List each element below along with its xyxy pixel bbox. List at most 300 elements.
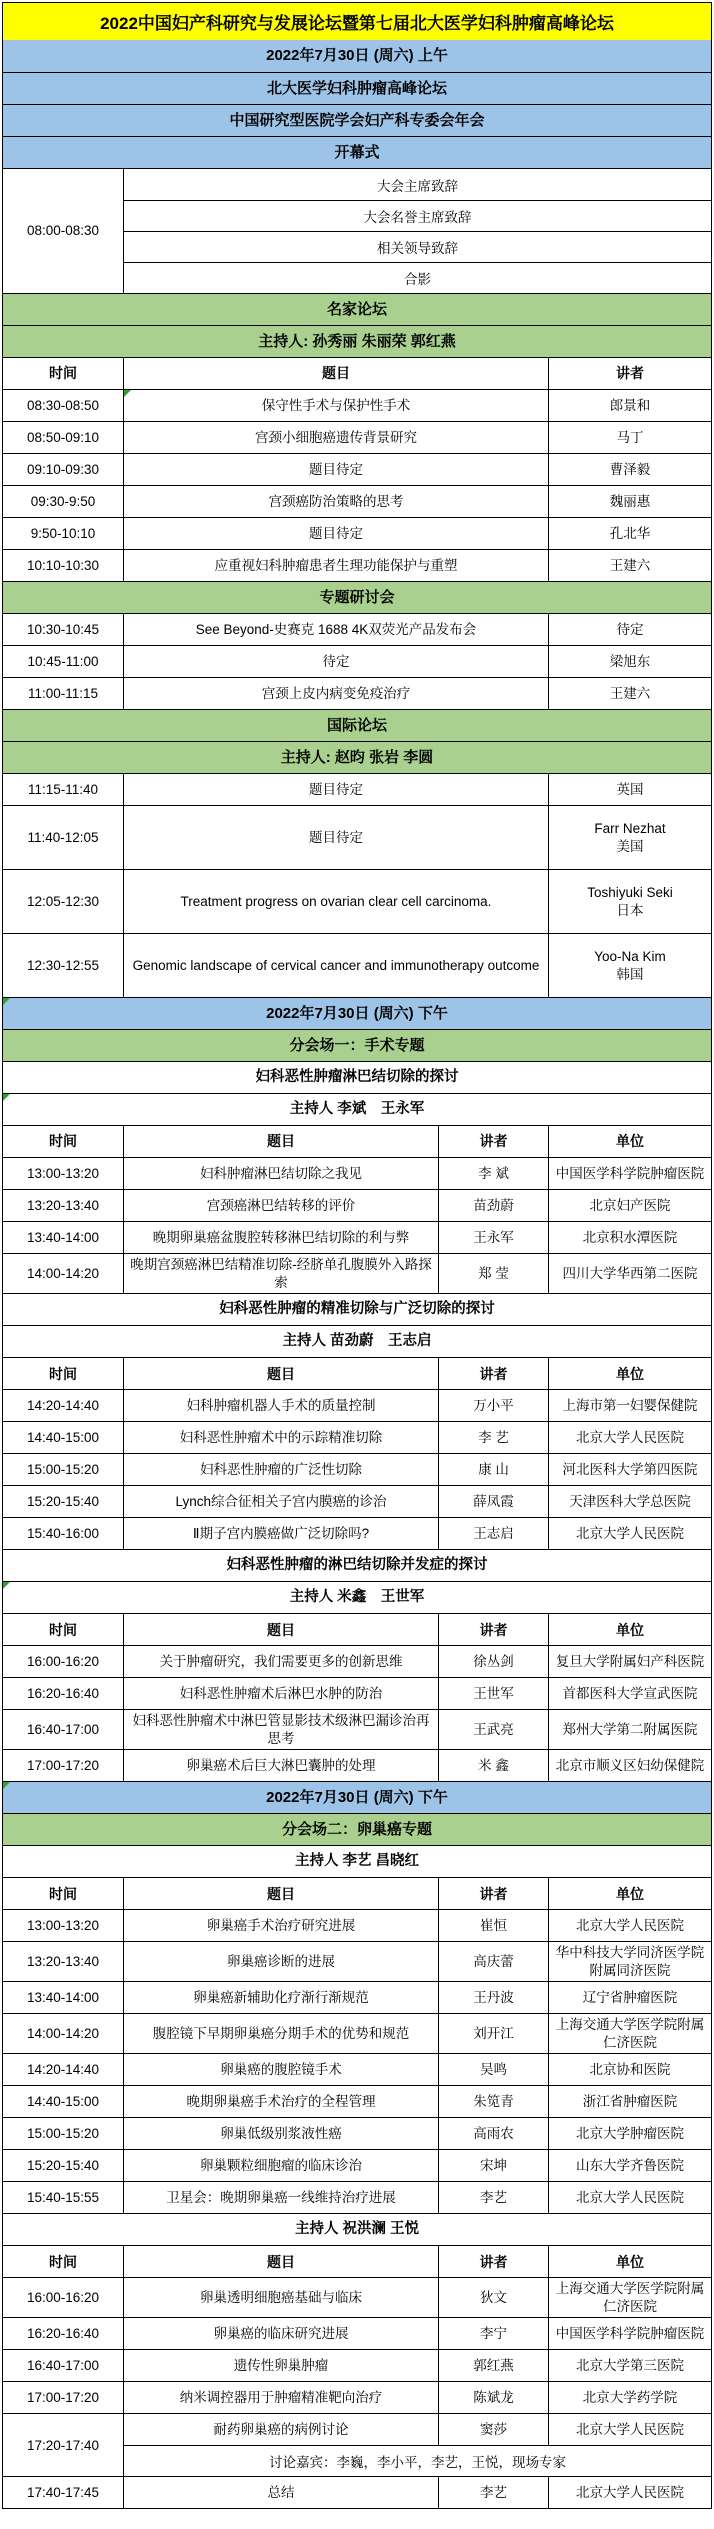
- topic-cell: 妇科肿瘤机器人手术的质量控制: [123, 1390, 438, 1421]
- speaker-name: 李 斌: [478, 1165, 509, 1181]
- org-cell: 北京妇产医院: [548, 1190, 711, 1221]
- row-talk3: [3, 933, 711, 997]
- topic-cell: 宫颈癌防治策略的思考: [123, 486, 548, 517]
- org-cell: 中国医学科学院肿瘤医院: [548, 1158, 711, 1189]
- speaker-name: 王丹波: [473, 1990, 514, 2005]
- row-discuss: [3, 2413, 711, 2476]
- row-talk4: [3, 1517, 711, 1549]
- time-cell: 13:00-13:20: [26, 1165, 100, 1181]
- column-header: 时间: [49, 1885, 77, 1902]
- speaker-cell: 窦莎: [438, 2414, 548, 2445]
- session-banner: 2022年7月30日 (周六) 下午: [3, 1782, 711, 1813]
- row-talk4: [3, 2013, 711, 2053]
- speaker-name: 孔北华: [609, 525, 651, 541]
- speaker-name: 李 艺: [478, 1429, 509, 1445]
- speaker-country: 日本: [616, 902, 644, 918]
- column-header: 题目: [123, 358, 548, 389]
- opening-items: [123, 169, 711, 293]
- subsection-banner: 主持人 祝洪澜 王悦: [294, 2221, 420, 2238]
- forum-banner: 名家论坛: [3, 294, 711, 325]
- row-talk4: [3, 2149, 711, 2181]
- column-header: 时间: [49, 365, 77, 382]
- speaker-cell: [548, 486, 711, 517]
- topic-cell: 卵巢癌手术治疗研究进展: [123, 1910, 438, 1941]
- session-banner: 2022年7月30日 (周六) 上午: [3, 40, 711, 72]
- row-talk4: [3, 1909, 711, 1941]
- row-talk3: [3, 453, 711, 485]
- speaker-cell: [438, 1422, 548, 1453]
- time-cell: 08:00-08:30: [26, 223, 100, 239]
- time-cell: 14:00-14:20: [26, 1265, 100, 1281]
- speaker-cell: [548, 550, 711, 581]
- org-cell: 四川大学华西第二医院: [548, 1254, 711, 1293]
- speaker-cell: [438, 1646, 548, 1677]
- org-cell: 北京大学肿瘤医院: [548, 2118, 711, 2149]
- speaker-name: 郎景和: [609, 397, 651, 413]
- org-cell: 北京市顺义区妇幼保健院: [548, 1750, 711, 1781]
- speaker-cell: [548, 774, 711, 805]
- row-section: [3, 325, 711, 357]
- topic-cell: 腹腔镜下早期卵巢癌分期手术的优势和规范: [123, 2014, 438, 2053]
- topic-cell: 妇科恶性肿瘤术后淋巴水肿的防治: [123, 1678, 438, 1709]
- speaker-cell: [438, 1518, 548, 1549]
- speaker-cell: [438, 1390, 548, 1421]
- time-cell: 09:30-9:50: [30, 493, 96, 509]
- org-cell: 山东大学齐鲁医院: [548, 2150, 711, 2181]
- subsection-banner: 主持人 苗劲蔚 王志启: [282, 1333, 432, 1350]
- time-cell: 11:40-12:05: [27, 829, 99, 845]
- row-section: [3, 709, 711, 741]
- org-cell: 浙江省肿瘤医院: [548, 2086, 711, 2117]
- time-cell: 14:20-14:40: [26, 2062, 100, 2078]
- speaker-name: 宋坤: [480, 2158, 507, 2174]
- speaker-name: 苗劲蔚: [473, 1197, 514, 1213]
- speaker-cell: [438, 1222, 548, 1253]
- speaker-name: 王永军: [473, 1229, 514, 1245]
- time-cell: 16:40-17:00: [26, 1721, 100, 1737]
- row-head4: [3, 1357, 711, 1389]
- speaker-name: 薛凤霞: [473, 1493, 514, 1509]
- speaker-cell: [438, 2086, 548, 2117]
- time-cell: 17:40-17:45: [26, 2485, 100, 2501]
- speaker-cell: [548, 806, 711, 869]
- row-opening: [3, 168, 711, 293]
- row-head4: [3, 2245, 711, 2277]
- subsection-banner: 主持人 米鑫 王世军: [289, 1589, 425, 1606]
- time-cell: 14:40-15:00: [26, 1429, 100, 1445]
- topic-cell: 卫星会：晚期卵巢癌一线维持治疗进展: [123, 2182, 438, 2213]
- time-cell: 15:40-16:00: [26, 1525, 100, 1541]
- time-cell: 13:20-13:40: [26, 1953, 100, 1969]
- column-header: 讲者: [438, 1614, 548, 1645]
- topic-cell: 卵巢癌新辅助化疗渐行渐规范: [123, 1982, 438, 2013]
- time-cell: 9:50-10:10: [30, 525, 96, 541]
- row-head4: [3, 1613, 711, 1645]
- column-header: 时间: [49, 2253, 77, 2270]
- speaker-cell: [438, 2318, 548, 2349]
- speaker-name: 郭红燕: [473, 2358, 514, 2374]
- subsection-banner: 主持人 李艺 昌晓红: [294, 1853, 420, 1870]
- subsection-banner: 妇科恶性肿瘤的精准切除与广泛切除的探讨: [219, 1301, 495, 1318]
- column-header: 题目: [123, 1358, 438, 1389]
- org-cell: 北京大学人民医院: [548, 1422, 711, 1453]
- time-cell: 08:30-08:50: [26, 397, 100, 413]
- row-section: [3, 741, 711, 773]
- topic-cell: 题目待定: [123, 518, 548, 549]
- row-talk4: [3, 1389, 711, 1421]
- speaker-cell: [438, 2382, 548, 2413]
- row-talk4: [3, 1677, 711, 1709]
- opening-item: 大会主席致辞: [377, 178, 458, 194]
- topic-cell: 总结: [123, 2477, 438, 2508]
- column-header: 讲者: [438, 1358, 548, 1389]
- topic-cell: 晚期宫颈癌淋巴结精准切除-经脐单孔腹膜外入路探索: [123, 1254, 438, 1293]
- row-talk4: [3, 2181, 711, 2213]
- speaker-name: Yoo-Na Kim: [594, 948, 666, 964]
- topic-cell: 耐药卵巢癌的病例讨论: [213, 2422, 349, 2438]
- row-talk4: [3, 1253, 711, 1293]
- column-header: 时间: [49, 1621, 77, 1638]
- speaker-name: 陈斌龙: [473, 2390, 514, 2406]
- row-talk3: [3, 773, 711, 805]
- column-header: 时间: [49, 1133, 77, 1150]
- speaker-cell: [438, 1910, 548, 1941]
- time-cell: 16:20-16:40: [26, 2326, 100, 2342]
- row-plainbold: [3, 1061, 711, 1093]
- row-plainbold: [3, 1293, 711, 1325]
- speaker-name: 曹泽毅: [609, 461, 651, 477]
- topic-cell: Ⅱ期子宫内膜癌做广泛切除吗?: [123, 1518, 438, 1549]
- time-cell: 14:20-14:40: [26, 1397, 100, 1413]
- speaker-cell: [438, 2182, 548, 2213]
- column-header: 题目: [123, 1126, 438, 1157]
- row-talk4: [3, 1941, 711, 1981]
- speaker-name: 英国: [616, 781, 644, 797]
- time-cell: 15:20-15:40: [26, 1493, 100, 1509]
- time-cell: 15:40-15:55: [26, 2190, 100, 2206]
- row-talk4: [3, 1709, 711, 1749]
- time-cell: 12:30-12:55: [26, 957, 100, 973]
- speaker-name: 李艺: [480, 2485, 507, 2501]
- forum-banner: 专题研讨会: [3, 582, 711, 613]
- column-header: 讲者: [438, 1126, 548, 1157]
- speaker-name: 王建六: [609, 685, 651, 701]
- session-banner: 2022年7月30日 (周六) 下午: [3, 998, 711, 1029]
- speaker-cell: [548, 518, 711, 549]
- topic-cell: 卵巢癌的临床研究进展: [123, 2318, 438, 2349]
- row-session-flagged: [3, 997, 711, 1029]
- org-cell: 北京大学药学院: [548, 2382, 711, 2413]
- topic-cell: 卵巢低级别浆液性癌: [123, 2118, 438, 2149]
- row-head4: [3, 1125, 711, 1157]
- time-cell: 11:00-11:15: [27, 685, 99, 701]
- time-cell: 09:10-09:30: [26, 461, 100, 477]
- row-talk4: [3, 1157, 711, 1189]
- speaker-cell: [438, 1190, 548, 1221]
- row-section: [3, 1813, 711, 1845]
- forum-banner: 分会场二：卵巢癌专题: [3, 1814, 711, 1845]
- row-talk4: [3, 1645, 711, 1677]
- column-header: 单位: [548, 1126, 711, 1157]
- column-header: 单位: [548, 1614, 711, 1645]
- row-plain-flagged: [3, 1581, 711, 1613]
- speaker-cell: [548, 934, 711, 997]
- row-talk3: [3, 485, 711, 517]
- time-cell: 11:15-11:40: [27, 781, 99, 797]
- speaker-name: 王世军: [473, 1685, 514, 1701]
- row-plain-flagged: [3, 1093, 711, 1125]
- speaker-name: 王武亮: [473, 1721, 514, 1737]
- topic-cell: 关于肿瘤研究，我们需要更多的创新思维: [123, 1646, 438, 1677]
- row-talk3: [3, 389, 711, 421]
- time-cell: 13:00-13:20: [26, 1917, 100, 1933]
- topic-cell: Treatment progress on ovarian clear cell carcinoma.: [123, 870, 548, 933]
- topic-cell: 应重视妇科肿瘤患者生理功能保护与重塑: [123, 550, 548, 581]
- discussion-guests-row: 讨论嘉宾：李巍，李小平，李艺，王悦，现场专家: [124, 2445, 711, 2476]
- speaker-name: 王志启: [473, 1525, 514, 1541]
- row-section: [3, 581, 711, 613]
- time-cell: 14:00-14:20: [26, 2026, 100, 2042]
- topic-cell: 待定: [123, 646, 548, 677]
- forum-banner: 主持人: 赵昀 张岩 李圆: [3, 742, 711, 773]
- session-banner: 北大医学妇科肿瘤高峰论坛: [3, 73, 711, 104]
- row-session: [3, 72, 711, 104]
- topic-cell: 妇科恶性肿瘤术中淋巴管显影技术级淋巴漏诊治再思考: [123, 1710, 438, 1749]
- forum-banner: 分会场一：手术专题: [3, 1030, 711, 1061]
- time-cell: 16:20-16:40: [26, 1685, 100, 1701]
- org-cell: 复旦大学附属妇产科医院: [548, 1646, 711, 1677]
- speaker-cell: [438, 2350, 548, 2381]
- speaker-name: Farr Nezhat: [594, 820, 666, 836]
- time-cell: 17:00-17:20: [26, 1757, 100, 1773]
- topic-cell: 宫颈小细胞癌遗传背景研究: [123, 422, 548, 453]
- row-talk4: [3, 2349, 711, 2381]
- speaker-cell: [438, 2014, 548, 2053]
- topic-cell: 妇科肿瘤淋巴结切除之我见: [123, 1158, 438, 1189]
- time-cell: 13:40-14:00: [26, 1229, 100, 1245]
- speaker-name: 万小平: [473, 1397, 514, 1413]
- topic-cell: 妇科恶性肿瘤术中的示踪精准切除: [123, 1422, 438, 1453]
- row-head4: [3, 1877, 711, 1909]
- session-banner: 开幕式: [3, 137, 711, 168]
- row-plain: [3, 1325, 711, 1357]
- row-session-flagged: [3, 1781, 711, 1813]
- discussion-block: [123, 2414, 711, 2476]
- speaker-cell: [438, 1982, 548, 2013]
- column-header: 单位: [548, 1878, 711, 1909]
- speaker-cell: [438, 1454, 548, 1485]
- column-header: 题目: [123, 1878, 438, 1909]
- speaker-country: 韩国: [616, 966, 644, 982]
- speaker-name: 王建六: [609, 557, 651, 573]
- forum-banner: 国际论坛: [3, 710, 711, 741]
- time-cell: 15:00-15:20: [26, 2126, 100, 2142]
- row-talk3: [3, 613, 711, 645]
- org-cell: 北京大学人民医院: [548, 2477, 711, 2508]
- topic-cell: Lynch综合征相关子宫内膜癌的诊治: [123, 1486, 438, 1517]
- topic-cell: Genomic landscape of cervical cancer and immunotherapy outcome: [123, 934, 548, 997]
- speaker-cell: [548, 422, 711, 453]
- row-plain: [3, 1845, 711, 1877]
- speaker-cell: [438, 1710, 548, 1749]
- speaker-name: 米 鑫: [478, 1757, 509, 1773]
- speaker-cell: [438, 2150, 548, 2181]
- time-cell: 15:00-15:20: [26, 1461, 100, 1477]
- topic-cell: 题目待定: [123, 806, 548, 869]
- org-cell: 北京大学人民医院: [548, 2182, 711, 2213]
- speaker-name: 朱笕青: [473, 2094, 514, 2110]
- row-talk3: [3, 517, 711, 549]
- org-cell: 上海市第一妇婴保健院: [548, 1390, 711, 1421]
- speaker-name: 李宁: [480, 2326, 507, 2342]
- topic-cell: 妇科恶性肿瘤的广泛性切除: [123, 1454, 438, 1485]
- row-talk4: [3, 2381, 711, 2413]
- speaker-name: Toshiyuki Seki: [587, 884, 673, 900]
- topic-cell: 卵巢癌诊断的进展: [123, 1942, 438, 1981]
- page-title: 2022中国妇产科研究与发展论坛暨第七届北大医学妇科肿瘤高峰论坛: [3, 3, 711, 40]
- row-talk4: [3, 2277, 711, 2317]
- speaker-name: 高庆蕾: [473, 1953, 514, 1969]
- row-section: [3, 1029, 711, 1061]
- row-talk3: [3, 677, 711, 709]
- org-cell: 河北医科大学第四医院: [548, 1454, 711, 1485]
- opening-item: 合影: [124, 262, 711, 293]
- org-cell: 北京大学人民医院: [548, 1910, 711, 1941]
- org-cell: 中国医学科学院肿瘤医院: [548, 2318, 711, 2349]
- org-cell: 北京大学人民医院: [548, 2414, 711, 2445]
- column-header: 讲者: [438, 1878, 548, 1909]
- org-cell: 首都医科大学宣武医院: [548, 1678, 711, 1709]
- row-section: [3, 293, 711, 325]
- time-cell: 16:00-16:20: [26, 1653, 100, 1669]
- speaker-cell: [548, 454, 711, 485]
- time-cell: 14:40-15:00: [26, 2094, 100, 2110]
- speaker-cell: [548, 646, 711, 677]
- row-plainbold: [3, 1549, 711, 1581]
- column-header: 单位: [548, 2246, 711, 2277]
- org-cell: 郑州大学第二附属医院: [548, 1710, 711, 1749]
- org-cell: 辽宁省肿瘤医院: [548, 1982, 711, 2013]
- speaker-name: 康 山: [478, 1461, 509, 1477]
- row-talk4: [3, 1189, 711, 1221]
- row-talk4: [3, 1749, 711, 1781]
- forum-banner: 主持人: 孙秀丽 朱丽荣 郭红燕: [3, 326, 711, 357]
- speaker-cell: [438, 1942, 548, 1981]
- time-cell: 08:50-09:10: [26, 429, 100, 445]
- speaker-cell: [438, 1750, 548, 1781]
- row-talk3: [3, 645, 711, 677]
- row-talk4: [3, 1421, 711, 1453]
- speaker-name: 徐丛剑: [473, 1653, 514, 1669]
- org-cell: 北京协和医院: [548, 2054, 711, 2085]
- topic-cell: 纳米调控器用于肿瘤精准靶向治疗: [123, 2382, 438, 2413]
- subsection-banner: 妇科恶性肿瘤的淋巴结切除并发症的探讨: [226, 1557, 488, 1574]
- speaker-name: 崔恒: [480, 1917, 507, 1933]
- row-plain: [3, 2213, 711, 2245]
- speaker-cell: [438, 2278, 548, 2317]
- row-talk4: [3, 1221, 711, 1253]
- org-cell: 上海交通大学医学院附属仁济医院: [548, 2014, 711, 2053]
- speaker-name: 刘开江: [473, 2026, 514, 2042]
- speaker-cell: [548, 870, 711, 933]
- speaker-cell: [438, 1158, 548, 1189]
- time-cell: 16:00-16:20: [26, 2290, 100, 2306]
- speaker-name: 狄文: [480, 2290, 507, 2306]
- row-talk4: [3, 2053, 711, 2085]
- speaker-cell: [438, 1486, 548, 1517]
- speaker-name: 马丁: [616, 429, 644, 445]
- speaker-cell: [548, 678, 711, 709]
- row-talk4: [3, 1981, 711, 2013]
- row-session: [3, 104, 711, 136]
- org-cell: 上海交通大学医学院附属仁济医院: [548, 2278, 711, 2317]
- time-cell: 16:40-17:00: [26, 2358, 100, 2374]
- column-header: 题目: [123, 1614, 438, 1645]
- column-header: 时间: [49, 1365, 77, 1382]
- speaker-cell: [438, 2054, 548, 2085]
- schedule-rows: [3, 40, 711, 2508]
- column-header: 单位: [548, 1358, 711, 1389]
- row-head3: [3, 357, 711, 389]
- row-talk3: [3, 869, 711, 933]
- org-cell: 北京大学人民医院: [548, 1518, 711, 1549]
- opening-item: 大会名誉主席致辞: [124, 200, 711, 231]
- speaker-cell: [438, 1254, 548, 1293]
- speaker-cell: [438, 1678, 548, 1709]
- time-cell: 13:40-14:00: [26, 1990, 100, 2005]
- column-header: 讲者: [548, 358, 711, 389]
- topic-cell: 遗传性卵巢肿瘤: [123, 2350, 438, 2381]
- speaker-name: 高雨农: [473, 2126, 514, 2142]
- topic-cell: 题目待定: [123, 774, 548, 805]
- topic-cell: 卵巢癌的腹腔镜手术: [123, 2054, 438, 2085]
- speaker-cell: [438, 2477, 548, 2508]
- opening-item: 相关领导致辞: [124, 231, 711, 262]
- time-cell: 10:10-10:30: [26, 557, 100, 573]
- time-cell: 10:45-11:00: [27, 653, 99, 669]
- topic-cell: 晚期卵巢癌手术治疗的全程管理: [123, 2086, 438, 2117]
- topic-cell: 宫颈癌淋巴结转移的评价: [123, 1190, 438, 1221]
- org-cell: 北京大学第三医院: [548, 2350, 711, 2381]
- speaker-name: 李艺: [480, 2190, 507, 2206]
- speaker-cell: [548, 390, 711, 421]
- row-talk4: [3, 2085, 711, 2117]
- speaker-name: 郑 莹: [478, 1265, 509, 1281]
- speaker-country: 美国: [616, 838, 644, 854]
- org-cell: 华中科技大学同济医学院附属同济医院: [548, 1942, 711, 1981]
- conference-schedule-table: [2, 2, 712, 2509]
- topic-cell: 保守性手术与保护性手术: [123, 390, 548, 421]
- topic-cell: 宫颈上皮内病变免疫治疗: [123, 678, 548, 709]
- row-session: [3, 136, 711, 168]
- row-talk4: [3, 2476, 711, 2508]
- topic-cell: 卵巢癌术后巨大淋巴囊肿的处理: [123, 1750, 438, 1781]
- session-banner: 中国研究型医院学会妇产科专委会年会: [3, 105, 711, 136]
- org-cell: 天津医科大学总医院: [548, 1486, 711, 1517]
- row-talk3: [3, 421, 711, 453]
- time-cell: 17:00-17:20: [26, 2390, 100, 2406]
- time-cell: 17:20-17:40: [26, 2437, 100, 2453]
- row-talk3: [3, 805, 711, 869]
- time-cell: 12:05-12:30: [26, 893, 100, 909]
- column-header: 题目: [123, 2246, 438, 2277]
- row-talk4: [3, 1453, 711, 1485]
- topic-cell: 晚期卵巢癌盆腹腔转移淋巴结切除的利与弊: [123, 1222, 438, 1253]
- speaker-name: 待定: [616, 621, 644, 637]
- speaker-name: 梁旭东: [609, 653, 651, 669]
- time-cell: 13:20-13:40: [26, 1197, 100, 1213]
- speaker-cell: [438, 2118, 548, 2149]
